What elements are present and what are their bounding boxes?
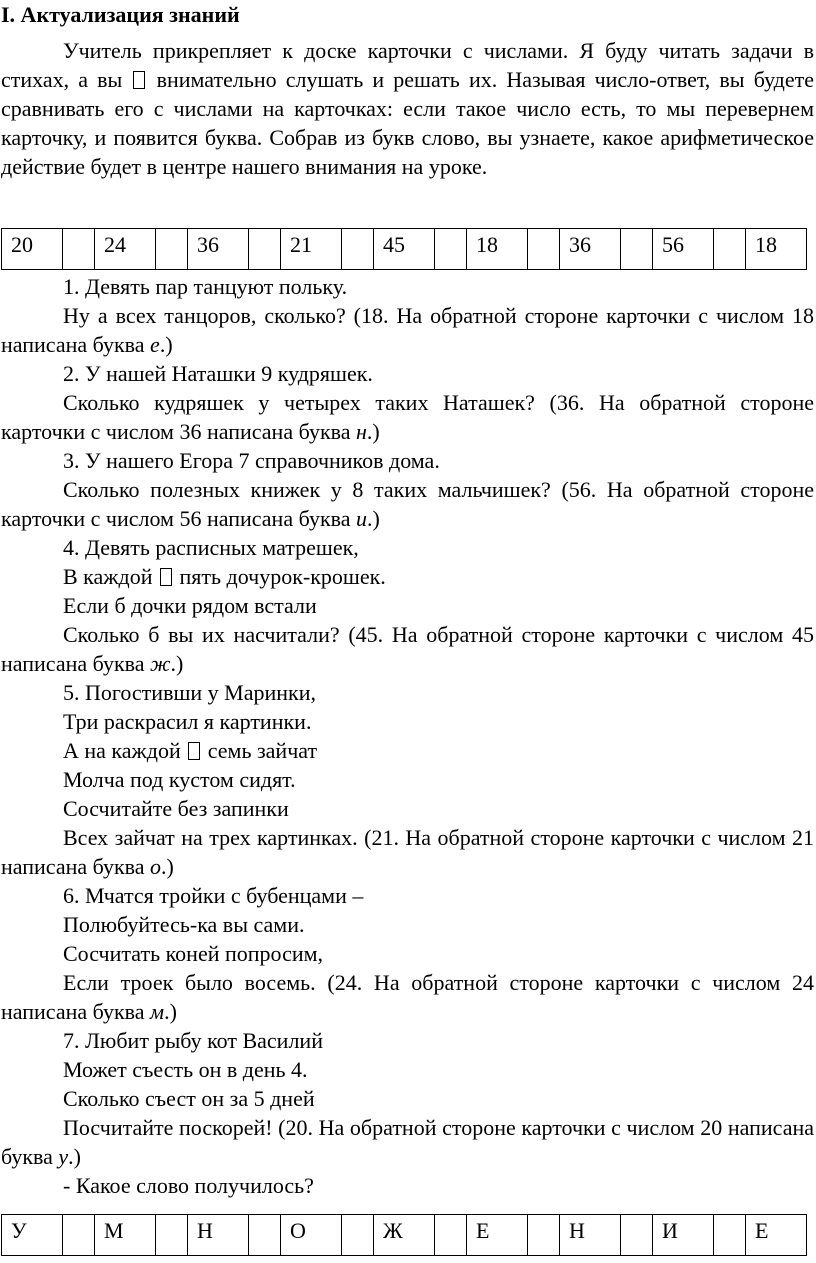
letter-card: М [94,1214,156,1256]
problem-5-question: Всех зайчат на трех картинках. (21. На обратной стороне карточки с числом 21 написана буква о.) [1,825,814,879]
card-gap [63,1214,94,1256]
problem-6-line: Полюбуйтесь-ка вы сами. [63,912,305,937]
intro-text-part1: Учитель прикрепляет к доске карточки с числами. Я буду читать задачи в стихах, а вы [1,38,814,92]
answer-letter: ж [150,651,171,676]
answer-letter: н [356,419,367,444]
number-card: 56 [652,228,714,270]
number-cards-row [1,228,816,272]
number-card: 18 [466,228,528,270]
closing-question: - Какое слово получилось? [63,1173,314,1198]
section-heading: I. Актуализация знаний [1,2,240,27]
card-gap [249,1214,280,1256]
number-card: 20 [1,228,63,270]
problem-5-line: Сосчитайте без запинки [63,796,289,821]
problem-1-line: 1. Девять пар танцуют польку. [63,274,348,299]
problem-6-line: 6. Мчатся тройки с бубенцами – [63,883,364,908]
problem-4-line: Если б дочки рядом встали [63,593,317,618]
problem-7-line: Может съесть он в день 4. [63,1057,308,1082]
answer-letter: и [356,506,367,531]
card-gap [714,1214,745,1256]
number-card: 36 [187,228,249,270]
problem-4-line: 4. Девять расписных матрешек, [63,535,359,560]
letter-card: О [280,1214,342,1256]
intro-paragraph [1,36,814,181]
problem-1-question: Ну а всех танцоров, сколько? (18. На обратной стороне карточки с числом 18 написана буква е.) [1,303,814,357]
answer-letter: о [150,854,162,879]
number-card: 18 [745,228,807,270]
problem-3-question: Сколько полезных книжек у 8 таких мальчишек? (56. На обратной стороне карточки с числом 56 написана буква и.) [1,477,814,531]
problem-7-line: 7. Любит рыбу кот Василий [63,1028,323,1053]
missing-glyph-icon [133,71,145,89]
problems-list [1,272,814,1200]
card-gap [156,228,187,270]
letter-card: И [652,1214,714,1256]
answer-letter: е [150,332,160,357]
problem-2-question: Сколько кудряшек у четырех таких Наташек? (36. На обратной стороне карточки с числом 36 написана буква н.) [1,390,814,444]
problem-7-question: Посчитайте поскорей! (20. На обратной стороне карточки с числом 20 написана буква у.) [1,1115,814,1169]
missing-glyph-icon [188,742,200,760]
letter-card: Ж [373,1214,435,1256]
letter-card: Н [187,1214,249,1256]
number-card: 24 [94,228,156,270]
card-gap [621,228,652,270]
card-gap [528,1214,559,1256]
problem-2-line: 2. У нашей Наташки 9 кудряшек. [63,361,373,386]
card-gap [63,228,94,270]
card-gap [249,228,280,270]
problem-6-line: Сосчитать коней попросим, [63,941,324,966]
card-gap [435,1214,466,1256]
problem-4-question: Сколько б вы их насчитали? (45. На обратной стороне карточки с числом 45 написана буква ж.) [1,622,814,676]
problem-5-line-with-box: А на каждой семь зайчат [63,738,318,763]
answer-letter: у [58,1144,69,1169]
letter-card: Н [559,1214,621,1256]
problem-5-line: 5. Погостивши у Маринки, [63,680,316,705]
card-gap [528,228,559,270]
card-gap [621,1214,652,1256]
problem-7-line: Сколько съест он за 5 дней [63,1086,315,1111]
problem-6-question: Если троек было восемь. (24. На обратной стороне карточки с числом 24 написана буква м.) [1,970,814,1024]
card-gap [342,1214,373,1256]
problem-4-line-with-box: В каждой пять дочурок-крошек. [63,564,386,589]
intro-text-part2: внимательно слушать и решать их. Называя число-ответ, вы будете сравнивать его с числами на карточках: если такое число есть, то мы перевернем карточку, и появится буква. Собрав из букв слово, вы узнаете, какое арифметическое действие будет в центре нашего внимания на уроке. [1,67,815,179]
card-gap [156,1214,187,1256]
number-card: 36 [559,228,621,270]
letter-card: У [1,1214,63,1256]
letter-card: Е [466,1214,528,1256]
card-gap [342,228,373,270]
letter-card: Е [745,1214,807,1256]
letter-cards-row [1,1214,816,1258]
problem-3-line: 3. У нашего Егора 7 справочников дома. [63,448,440,473]
card-gap [714,228,745,270]
answer-letter: м [150,999,165,1024]
number-card: 45 [373,228,435,270]
number-card: 21 [280,228,342,270]
card-gap [435,228,466,270]
problem-5-line: Молча под кустом сидят. [63,767,296,792]
missing-glyph-icon [160,568,172,586]
problem-5-line: Три раскрасил я картинки. [63,709,312,734]
